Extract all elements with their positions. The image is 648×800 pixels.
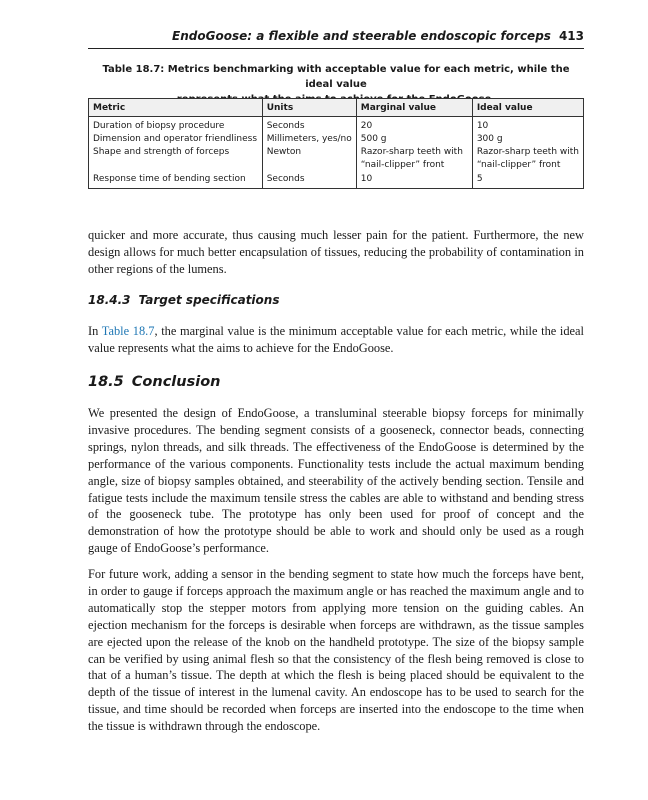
table-row-continuation <box>89 158 584 171</box>
paragraph: quicker and more accurate, thus causing much lesser pain for the patient. Furthermore, the new design allows for much better encapsulation of tissues, reducing the probability of contamination in other regions of the lumens. <box>88 228 584 276</box>
table-cell: Duration of biopsy procedure <box>89 117 263 133</box>
table-cell: “nail-clipper” front <box>356 158 472 171</box>
paragraph-conclusion <box>88 405 584 557</box>
table-cell: Seconds <box>262 171 356 189</box>
text-run: In <box>88 324 102 338</box>
column-header: Metric <box>89 99 263 117</box>
table-cell: Newton <box>262 145 356 158</box>
table-cell: 500 g <box>356 132 472 145</box>
section-title: Target specifications <box>138 293 280 307</box>
running-title: EndoGoose: a flexible and steerable endoscopic forceps <box>172 29 551 43</box>
page-number: 413 <box>558 29 584 43</box>
table-reference-link[interactable]: Table 18.7 <box>101 324 155 338</box>
header-rule <box>88 48 584 49</box>
table-cell <box>89 158 263 171</box>
column-header: Ideal value <box>472 99 583 117</box>
table-cell: Dimension and operator friendliness <box>89 132 263 145</box>
paragraph <box>88 323 584 357</box>
column-header: Units <box>262 99 356 117</box>
paragraph: For future work, adding a sensor in the bending segment to state how much the forceps have bent, in order to gauge if forceps approach the maximum angle or has reached the maximum angle and to automatically stop the stepper motors from applying more tension on the guiding cables. An ejection mechanism for the forceps is desirable when forceps are withdrawn, as the tissue samples are ejected upon the release of the knob on the handheld prototype. The size of the biopsy sample can be verified by using animal flesh so that the consistency of the flesh being removed is close to that of a human’s tissue. The depth at which the flesh is being placed should be equivalent to the depth of the tissue of interest in the lumenal cavity. An endoscope has to be used to search for the tissue, and time should be recorded when forceps are inserted into the endoscope to the time when the tissue is withdrawn through the endoscope. <box>88 567 584 734</box>
text-run: , the marginal value is the minimum acceptable value for each metric, while the ideal value represents what the aims to achieve for the EndoGoose. <box>88 324 585 355</box>
section-heading-target-specifications <box>88 293 279 307</box>
table-cell: 20 <box>356 117 472 133</box>
section-number: 18.5 <box>88 374 124 390</box>
table-cell: 300 g <box>472 132 583 145</box>
table-row <box>89 117 584 133</box>
metrics-table <box>88 98 584 189</box>
section-title: Conclusion <box>131 374 221 390</box>
table-row <box>89 171 584 189</box>
table-cell: Seconds <box>262 117 356 133</box>
section-heading-conclusion <box>88 374 220 390</box>
table-cell: Response time of bending section <box>89 171 263 189</box>
table-cell: Millimeters, yes/no <box>262 132 356 145</box>
table-caption-line-1: Table 18.7: Metrics benchmarking with acceptable value for each metric, while the ideal value <box>102 64 570 90</box>
paragraph-continuation <box>88 227 584 278</box>
paragraph: We presented the design of EndoGoose, a transluminal steerable biopsy forceps for minimally invasive procedures. The bending segment consists of a gooseneck, connector beads, connecting springs, nylon threads, and silk threads. The effectiveness of the EndoGoose is determined by the performance of the various components. Functionality tests include the actual maximum bending angle, size of biopsy samples obtained, and steerability of the actively bending section. Tensile and fatigue tests include the maximum tensile stress the cables are able to withstand and bending stress of the gooseneck tube. The prototype has only been used for proof of concept and the demonstration of how the prototype should be able to work and should only be used as a rough gauge of EndoGoose’s performance. <box>88 406 584 556</box>
table-cell: Razor-sharp teeth with <box>472 145 583 158</box>
running-header <box>88 29 584 43</box>
table-header-row <box>89 99 584 117</box>
table-cell <box>262 158 356 171</box>
table-cell: Razor-sharp teeth with <box>356 145 472 158</box>
table-cell: Shape and strength of forceps <box>89 145 263 158</box>
paragraph-target <box>88 323 584 357</box>
table-cell: 5 <box>472 171 583 189</box>
table-row <box>89 145 584 158</box>
table-cell: “nail-clipper” front <box>472 158 583 171</box>
table-row <box>89 132 584 145</box>
paragraph-future-work <box>88 566 584 735</box>
section-number: 18.4.3 <box>88 293 131 307</box>
column-header: Marginal value <box>356 99 472 117</box>
table-cell: 10 <box>356 171 472 189</box>
table-cell: 10 <box>472 117 583 133</box>
